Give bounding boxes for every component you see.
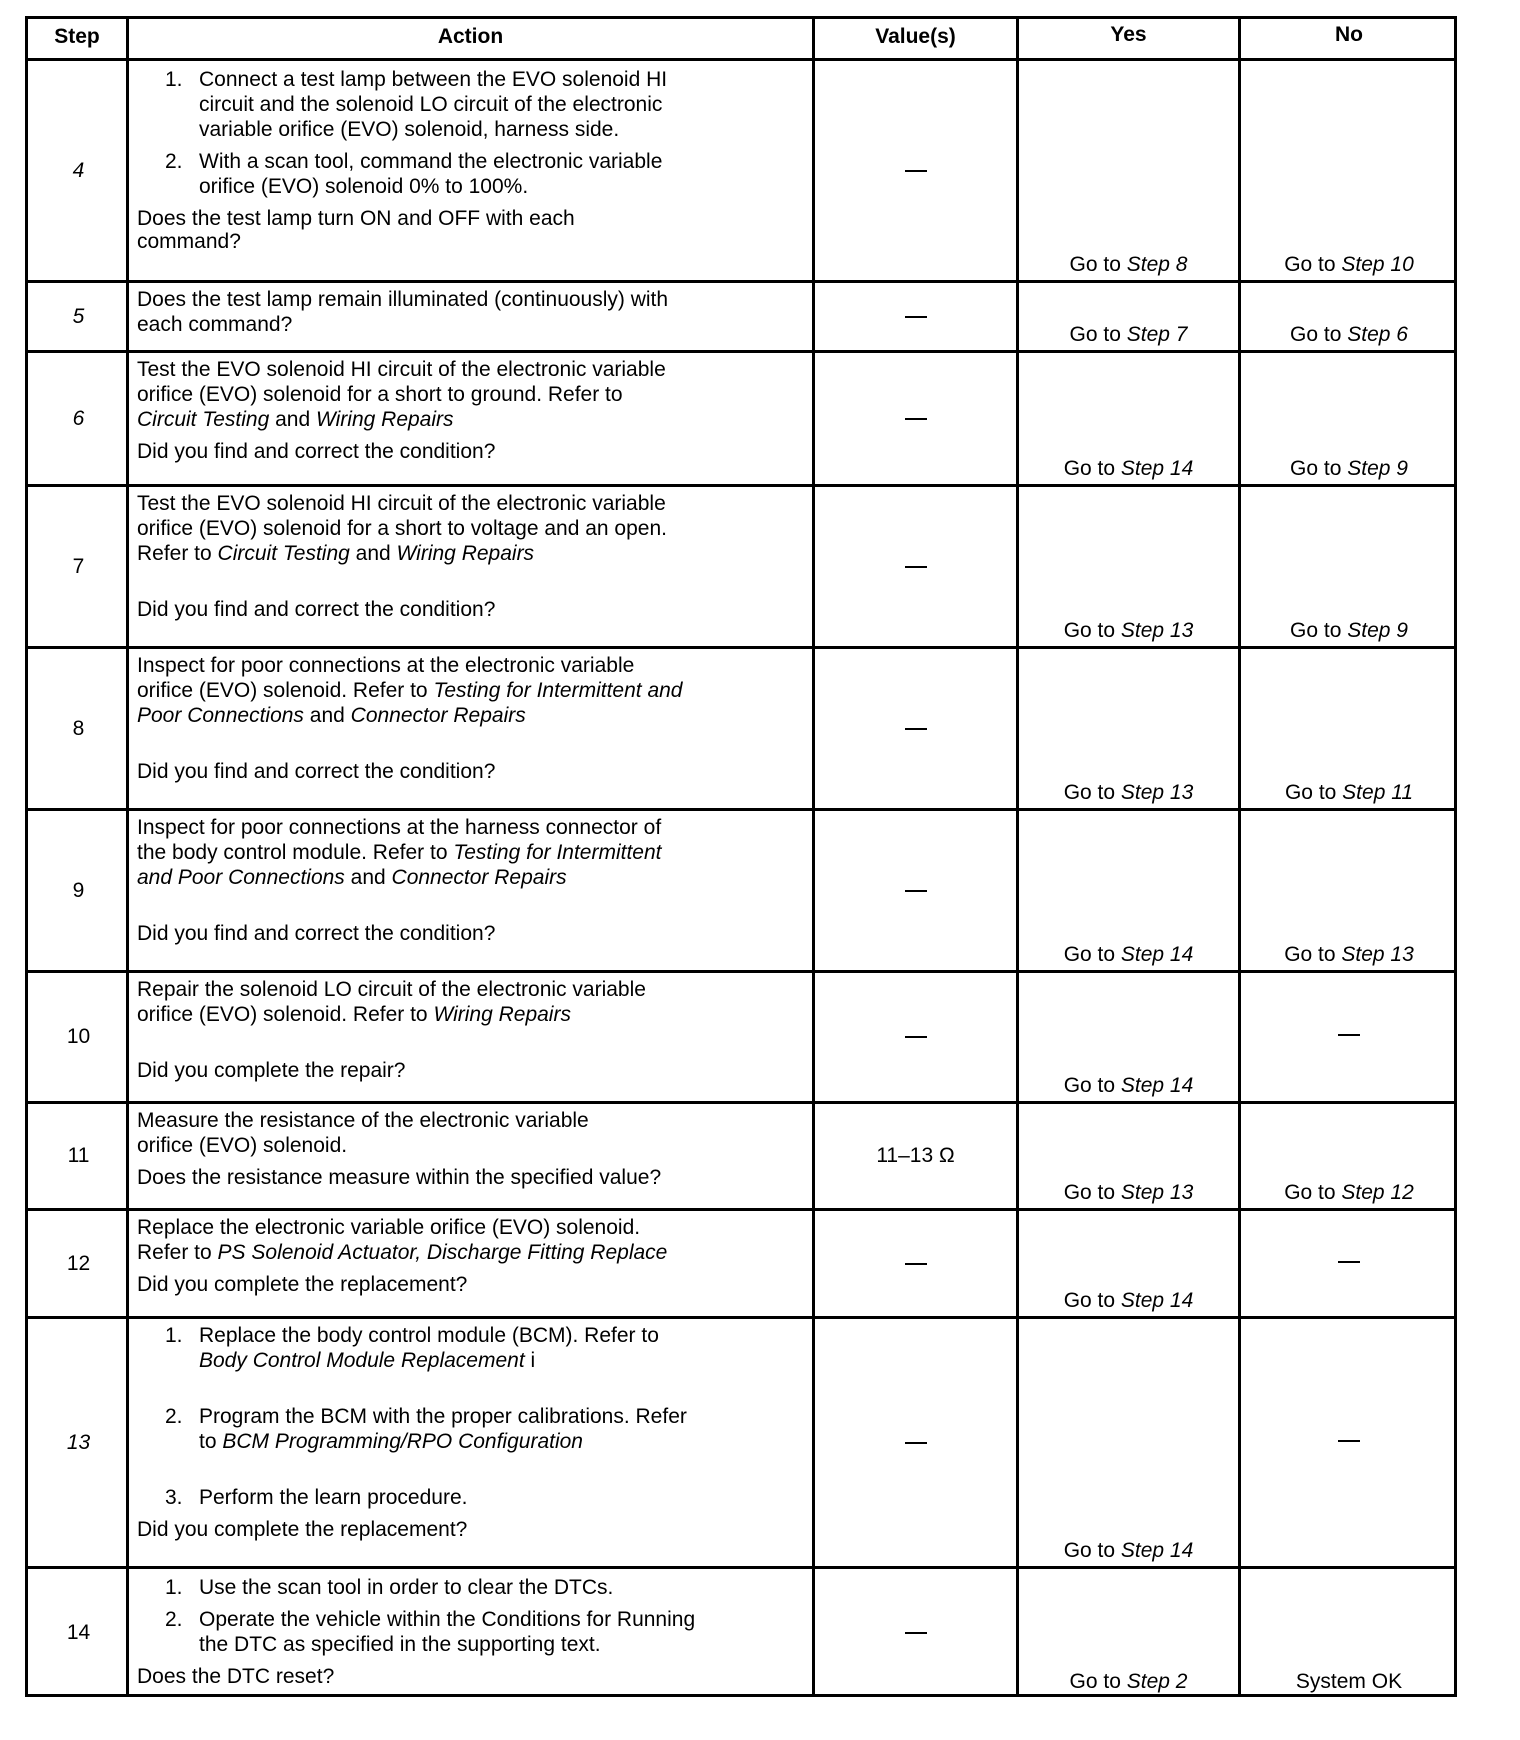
action-line — [129, 174, 528, 200]
action-line — [129, 1108, 589, 1134]
action-text — [137, 1003, 571, 1026]
table-row — [28, 808, 1454, 970]
target-prefix: Go to — [1290, 457, 1348, 480]
dash-empty — [905, 1263, 927, 1265]
action-text — [137, 1134, 347, 1157]
step-number: 8 — [72, 716, 85, 740]
table-row — [28, 1101, 1454, 1208]
action-text-part: each command? — [137, 313, 293, 336]
action-line — [129, 840, 662, 866]
list-number: 1. — [165, 68, 183, 91]
action-text-part: the body control module. Refer to — [137, 841, 454, 864]
target-step: Step 9 — [1347, 457, 1408, 480]
yes-target-link[interactable] — [1064, 1074, 1194, 1097]
action-cell — [129, 58, 812, 280]
action-line — [129, 921, 495, 947]
action-text-part: Measure the resistance of the electronic variable — [137, 1109, 589, 1132]
action-cell — [129, 1316, 812, 1566]
dash-empty — [905, 890, 927, 892]
action-text — [137, 313, 292, 336]
diagnostic-table — [25, 16, 1457, 1697]
yes-cell — [1019, 252, 1238, 278]
reference-link[interactable]: Circuit Testing — [137, 408, 270, 431]
action-text — [137, 1241, 667, 1264]
target-prefix: Go to — [1284, 1181, 1342, 1204]
action-line — [129, 1664, 334, 1690]
reference-link[interactable]: Wiring Repairs — [396, 542, 535, 565]
action-text — [137, 517, 667, 540]
action-text-part: Does the test lamp remain illuminated (continuously) with — [137, 288, 669, 311]
action-text — [199, 1576, 613, 1599]
target-step: Step 12 — [1341, 1181, 1414, 1204]
target-prefix: Go to — [1063, 1181, 1121, 1204]
reference-link[interactable]: Poor Connections — [137, 704, 304, 727]
action-line — [129, 1348, 535, 1374]
yes-cell — [1019, 1669, 1238, 1695]
target-step: Step 13 — [1120, 781, 1194, 804]
table-row — [28, 646, 1454, 808]
target-step: Step 10 — [1341, 253, 1414, 276]
action-text-part: orifice (EVO) solenoid. — [137, 1134, 348, 1157]
yes-cell — [1019, 1073, 1238, 1099]
yes-target-link[interactable] — [1064, 619, 1194, 642]
action-text-part: Perform the learn procedure. — [199, 1486, 468, 1509]
no-cell — [1241, 1180, 1457, 1206]
action-line — [129, 1215, 640, 1241]
action-line — [129, 597, 495, 623]
action-text-part: Does the test lamp turn ON and OFF with each — [137, 207, 575, 230]
action-text — [137, 816, 661, 839]
action-text — [137, 866, 567, 889]
action-cell — [129, 484, 812, 646]
value-cell — [815, 1251, 1016, 1277]
action-text-part: Does the DTC reset? — [137, 1665, 335, 1688]
action-line — [129, 516, 667, 542]
yes-cell — [1019, 1180, 1238, 1206]
value-cell — [815, 716, 1016, 742]
action-line — [129, 977, 646, 1003]
yes-cell — [1019, 1538, 1238, 1564]
action-text-part: Replace the electronic variable orifice (EVO) solenoid. — [137, 1216, 641, 1239]
action-text — [137, 542, 534, 565]
target-step: Step 14 — [1120, 1539, 1194, 1562]
reference-link[interactable]: Wiring Repairs — [316, 408, 454, 431]
header-yes: Yes — [1110, 23, 1147, 46]
action-line — [129, 1404, 687, 1430]
action-line — [129, 1632, 601, 1658]
action-text-part: Use the scan tool in order to clear the DTCs. — [199, 1576, 614, 1599]
action-text — [137, 1109, 589, 1132]
reference-link[interactable]: Connector Repairs — [350, 704, 526, 727]
action-text — [199, 1349, 535, 1372]
action-text — [199, 68, 667, 91]
step-number: 13 — [66, 1430, 91, 1454]
action-text — [199, 1608, 695, 1631]
action-text — [137, 1273, 467, 1296]
target-step: Step 8 — [1126, 253, 1188, 276]
reference-link[interactable]: Connector Repairs — [391, 866, 567, 889]
no-cell — [1241, 780, 1457, 806]
target-step: Step 14 — [1120, 457, 1194, 480]
action-text-part: variable orifice (EVO) solenoid, harness side. — [199, 118, 620, 141]
action-text-part: Did you find and correct the condition? — [137, 760, 496, 783]
no-cell — [1241, 1428, 1457, 1454]
target-prefix: Go to — [1063, 1539, 1121, 1562]
no-cell — [1241, 1022, 1457, 1048]
action-line — [129, 357, 666, 383]
action-line — [129, 541, 534, 567]
action-text — [137, 358, 666, 381]
action-text-part: Did you find and correct the condition? — [137, 598, 496, 621]
table-row — [28, 1208, 1454, 1316]
action-line — [129, 1575, 613, 1601]
target-prefix: Go to — [1069, 253, 1127, 276]
yes-cell — [1019, 618, 1238, 644]
step-number: 12 — [66, 1251, 91, 1275]
reference-link[interactable]: Testing for Intermittent — [453, 841, 662, 864]
action-cell — [129, 1208, 812, 1316]
target-step: Step 13 — [1341, 943, 1414, 966]
list-number: 3. — [165, 1486, 183, 1509]
no-cell — [1241, 252, 1457, 278]
target-step: Step 7 — [1126, 323, 1188, 346]
step-number: 6 — [72, 406, 85, 430]
target-step: Step 2 — [1126, 1670, 1188, 1693]
dash-empty — [905, 316, 927, 318]
list-number: 1. — [165, 1576, 183, 1599]
target-prefix: Go to — [1069, 1670, 1127, 1693]
table-row — [28, 1566, 1454, 1697]
value-cell — [815, 1620, 1016, 1646]
reference-link[interactable]: BCM Programming/RPO Configuration — [222, 1430, 583, 1453]
action-text-part: Repair the solenoid LO circuit of the electronic variable — [137, 978, 646, 1001]
no-cell — [1241, 1249, 1457, 1275]
action-text — [137, 679, 682, 702]
target-step: Step 13 — [1120, 1181, 1194, 1204]
target-prefix: Go to — [1290, 619, 1348, 642]
yes-cell — [1019, 780, 1238, 806]
action-text-part: the DTC as specified in the supporting text. — [199, 1633, 601, 1656]
no-target-link[interactable] — [1284, 943, 1414, 966]
step-number: 10 — [66, 1025, 91, 1048]
dash-empty — [905, 566, 927, 568]
header-action: Action — [437, 25, 504, 48]
dash-empty — [905, 1442, 927, 1444]
dash-empty — [905, 418, 927, 420]
target-prefix: Go to — [1063, 781, 1121, 804]
action-text-part: Replace the body control module (BCM). Refer to — [199, 1324, 659, 1347]
action-line — [129, 1485, 467, 1511]
action-cell — [129, 280, 812, 350]
action-line — [129, 1517, 467, 1543]
action-text-part: Inspect for poor connections at the harness connector of — [137, 816, 662, 839]
no-cell — [1241, 322, 1457, 348]
target-prefix: Go to — [1063, 1074, 1121, 1097]
target-prefix: Go to — [1063, 619, 1121, 642]
step-number: 11 — [67, 1144, 90, 1167]
no-cell — [1241, 618, 1457, 644]
target-step: Step 14 — [1120, 1289, 1194, 1312]
value-cell — [815, 554, 1016, 580]
table-row — [28, 484, 1454, 646]
action-line — [129, 67, 667, 93]
action-line — [129, 1002, 571, 1028]
action-line — [129, 1240, 667, 1266]
header-no: No — [1335, 23, 1363, 46]
action-text-part: orifice (EVO) solenoid 0% to 100%. — [199, 175, 529, 198]
value-cell — [815, 878, 1016, 904]
action-text-part: command? — [137, 230, 241, 253]
action-text-part: Refer to — [137, 1241, 218, 1264]
dash-empty — [1338, 1261, 1360, 1263]
action-line — [129, 1058, 405, 1084]
action-text-part: orifice (EVO) solenoid. Refer to — [137, 679, 434, 702]
value-cell — [815, 304, 1016, 330]
value-cell — [815, 406, 1016, 432]
dash-empty — [1338, 1440, 1360, 1442]
target-step: Step 14 — [1120, 1074, 1194, 1097]
table-row — [28, 970, 1454, 1101]
yes-cell — [1019, 1288, 1238, 1314]
table-row — [28, 350, 1454, 484]
action-text — [199, 1324, 659, 1347]
action-text — [137, 207, 575, 230]
action-text — [137, 440, 495, 463]
target-prefix: Go to — [1284, 253, 1342, 276]
action-text-part: i — [524, 1349, 536, 1372]
reference-link[interactable]: PS Solenoid Actuator, Discharge Fitting Replace — [217, 1241, 668, 1264]
value-cell: 11–13 Ω — [876, 1144, 955, 1167]
step-number: 4 — [72, 158, 85, 182]
action-line — [129, 312, 292, 338]
reference-link[interactable]: and Poor Connections — [137, 866, 345, 889]
action-cell — [129, 1101, 812, 1208]
value-cell — [815, 1024, 1016, 1050]
reference-link[interactable]: Wiring Repairs — [433, 1003, 571, 1026]
target-prefix: Go to — [1063, 943, 1121, 966]
target-prefix: Go to — [1063, 457, 1121, 480]
action-line — [129, 865, 567, 891]
action-text — [137, 760, 495, 783]
action-text — [199, 93, 662, 116]
action-text — [199, 1633, 601, 1656]
reference-link[interactable]: Body Control Module Replacement — [199, 1349, 525, 1372]
target-prefix: Go to — [1284, 781, 1343, 804]
target-step: Step 11 — [1342, 781, 1414, 804]
list-number: 2. — [165, 1405, 183, 1428]
action-line — [129, 92, 662, 118]
action-text — [137, 598, 495, 621]
action-text-part: Test the EVO solenoid HI circuit of the electronic variable — [137, 358, 666, 381]
action-text-part: Did you find and correct the condition? — [137, 440, 496, 463]
action-line — [129, 1429, 583, 1455]
action-line — [129, 703, 526, 729]
dash-empty — [905, 170, 927, 172]
action-text-part: and — [344, 866, 392, 889]
no-target-link[interactable] — [1285, 781, 1413, 804]
action-line — [129, 287, 668, 313]
action-text — [137, 1665, 334, 1688]
no-target-link[interactable] — [1290, 323, 1408, 346]
action-line — [129, 1272, 467, 1298]
action-line — [129, 1323, 659, 1349]
value-cell — [815, 1430, 1016, 1456]
dash-empty — [1338, 1034, 1360, 1036]
action-text — [137, 492, 666, 515]
yes-cell — [1019, 456, 1238, 482]
action-text — [199, 1430, 583, 1453]
yes-target-link[interactable] — [1064, 1181, 1194, 1204]
reference-link[interactable]: Circuit Testing — [217, 542, 350, 565]
action-line — [129, 1607, 695, 1633]
step-number: 5 — [72, 304, 85, 328]
action-line — [129, 149, 662, 175]
action-text — [199, 1486, 467, 1509]
action-text — [137, 408, 454, 431]
target-prefix: System OK — [1295, 1670, 1403, 1693]
action-text-part: and — [349, 542, 397, 565]
action-line — [129, 678, 682, 704]
yes-cell — [1019, 942, 1238, 968]
dash-empty — [905, 728, 927, 730]
action-line — [129, 815, 661, 841]
action-text-part: Did you complete the replacement? — [137, 1273, 468, 1296]
step-number: 9 — [72, 878, 85, 902]
list-number: 2. — [165, 1608, 183, 1631]
dash-empty — [905, 1036, 927, 1038]
action-cell — [129, 646, 812, 808]
action-cell — [129, 350, 812, 484]
action-text-part: With a scan tool, command the electronic variable — [199, 150, 663, 173]
action-text — [137, 383, 623, 406]
target-prefix: Go to — [1290, 323, 1348, 346]
action-text — [137, 1166, 661, 1189]
action-line — [129, 229, 241, 255]
header-step: Step — [54, 25, 100, 48]
yes-target-link[interactable] — [1064, 781, 1194, 804]
reference-link[interactable]: Testing for Intermittent and — [433, 679, 683, 702]
dash-empty — [905, 1632, 927, 1634]
yes-cell — [1019, 322, 1238, 348]
header-values: Value(s) — [875, 25, 956, 48]
action-text-part: Did you complete the repair? — [137, 1059, 406, 1082]
action-text-part: Operate the vehicle within the Conditions for Running — [199, 1608, 696, 1631]
no-target-link[interactable] — [1296, 1670, 1402, 1693]
no-cell — [1241, 456, 1457, 482]
action-text-part: to — [199, 1430, 223, 1453]
no-cell — [1241, 942, 1457, 968]
action-text-part: Connect a test lamp between the EVO solenoid HI — [199, 68, 668, 91]
value-cell — [815, 158, 1016, 184]
action-text-part: Does the resistance measure within the specified value? — [137, 1166, 662, 1189]
action-text — [137, 922, 495, 945]
no-target-link[interactable] — [1290, 619, 1408, 642]
action-text-part: and — [269, 408, 316, 431]
list-number: 2. — [165, 150, 183, 173]
action-line — [129, 439, 495, 465]
step-number: 14 — [66, 1621, 91, 1644]
action-text-part: Did you complete the replacement? — [137, 1518, 468, 1541]
action-line — [129, 491, 666, 517]
target-step: Step 9 — [1347, 619, 1408, 642]
action-text-part: orifice (EVO) solenoid for a short to voltage and an open. — [137, 517, 667, 540]
table-row — [28, 1316, 1454, 1566]
action-line — [129, 407, 454, 433]
no-cell — [1241, 1669, 1457, 1695]
action-cell — [129, 808, 812, 970]
yes-target-link[interactable] — [1064, 1539, 1194, 1562]
target-step: Step 14 — [1120, 943, 1194, 966]
action-text — [199, 1405, 687, 1428]
action-text-part: Inspect for poor connections at the electronic variable — [137, 654, 635, 677]
action-text — [137, 230, 241, 253]
action-text — [137, 1518, 467, 1541]
no-target-link[interactable] — [1284, 253, 1414, 276]
action-line — [129, 1133, 347, 1159]
action-text — [199, 150, 662, 173]
action-text-part: orifice (EVO) solenoid for a short to ground. Refer to — [137, 383, 623, 406]
no-target-link[interactable] — [1290, 457, 1408, 480]
action-line — [129, 653, 634, 679]
action-text-part: orifice (EVO) solenoid. Refer to — [137, 1003, 434, 1026]
yes-target-link[interactable] — [1064, 457, 1194, 480]
step-number: 7 — [72, 554, 85, 578]
action-text-part: Refer to — [137, 542, 218, 565]
action-text — [137, 704, 526, 727]
target-step: Step 6 — [1347, 323, 1408, 346]
action-cell — [129, 1566, 812, 1697]
action-text — [199, 118, 619, 141]
action-text — [137, 841, 662, 864]
yes-target-link[interactable] — [1070, 323, 1188, 346]
table-row — [28, 280, 1454, 350]
action-text — [137, 978, 646, 1001]
action-text — [199, 175, 528, 198]
action-text — [137, 654, 634, 677]
action-line — [129, 1165, 661, 1191]
list-number: 1. — [165, 1324, 183, 1347]
yes-target-link[interactable] — [1064, 1289, 1194, 1312]
action-cell — [129, 970, 812, 1101]
action-line — [129, 117, 619, 143]
yes-target-link[interactable] — [1070, 1670, 1188, 1693]
action-text-part: Program the BCM with the proper calibrations. Refer — [199, 1405, 687, 1428]
target-prefix: Go to — [1284, 943, 1342, 966]
action-line — [129, 382, 623, 408]
action-text-part: and — [303, 704, 351, 727]
target-prefix: Go to — [1063, 1289, 1121, 1312]
action-text-part: Did you find and correct the condition? — [137, 922, 496, 945]
action-text — [137, 1059, 405, 1082]
target-step: Step 13 — [1120, 619, 1194, 642]
yes-target-link[interactable] — [1070, 253, 1188, 276]
action-text — [137, 1216, 640, 1239]
action-line — [129, 759, 495, 785]
action-text — [137, 288, 668, 311]
no-target-link[interactable] — [1284, 1181, 1414, 1204]
target-prefix: Go to — [1069, 323, 1127, 346]
table-row — [28, 58, 1454, 280]
action-text-part: Test the EVO solenoid HI circuit of the electronic variable — [137, 492, 666, 515]
yes-target-link[interactable] — [1064, 943, 1194, 966]
action-text-part: circuit and the solenoid LO circuit of the electronic — [199, 93, 663, 116]
